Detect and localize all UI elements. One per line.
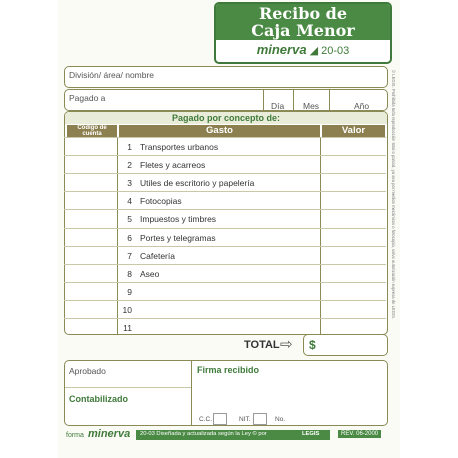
expense-label: Cafetería [140,250,175,261]
row-number: 2 [127,160,132,171]
row-number: 10 [122,304,132,315]
table-row [64,191,386,210]
cc-checkbox[interactable] [213,413,227,425]
col-header-value: Valor [322,125,385,137]
forma-label: forma [66,432,84,439]
expense-label: Fotocopias [140,196,182,207]
account-code-cell[interactable] [64,156,116,174]
received-signature-area[interactable] [194,376,382,408]
brand-block [216,42,390,57]
row-number: 3 [127,178,132,189]
value-cell[interactable] [320,174,384,192]
number-label: No. [275,416,286,423]
account-code-cell[interactable] [64,210,116,228]
month-label: Mes [303,101,320,111]
form-title [216,5,390,39]
divider [65,387,191,388]
table-row [64,173,386,192]
account-code-cell[interactable] [64,174,116,192]
side-legal-note: © LEGIS. Prohibida toda reproducción total o parcial, ya sea por medios mecánicos o fotocopia, salvo autorización expresa de LEGIS. [391,70,396,320]
currency-symbol: $ [309,338,316,352]
brand-arrow-icon: ◢ [309,45,319,57]
account-code-cell[interactable] [64,192,116,210]
division-label: División/ área/ nombre [69,70,155,80]
paid-to-input[interactable] [66,100,262,108]
publisher-logo: LEGIS [302,431,320,437]
expense-label: Fletes y acarreos [140,160,206,171]
account-code-cell[interactable] [64,319,116,337]
form-title-block [214,2,392,64]
footer-brand-logo: minerva [88,428,131,440]
divider [263,90,264,110]
brand-logo: minerva [256,42,307,57]
value-cell[interactable] [320,192,384,210]
table-row [64,264,386,283]
value-cell[interactable] [320,229,384,247]
row-number: 6 [127,232,132,243]
value-cell[interactable] [320,283,384,301]
table-row [64,246,386,265]
expense-label: Impuestos y timbres [140,214,217,225]
row-number: 1 [127,142,132,152]
arrow-right-icon: ⇨ [280,336,293,353]
year-label: Año [354,101,370,111]
divider [293,90,294,110]
form-code: 20-03 [321,45,350,57]
account-code-cell[interactable] [64,229,116,247]
table-row [64,137,386,156]
row-number: 4 [127,196,132,207]
col-header-code: Código de cuenta [67,125,117,137]
paid-to-label: Pagado a [69,93,106,103]
table-row [64,282,386,301]
value-cell[interactable] [320,138,384,156]
day-label: Día [271,101,285,111]
division-field[interactable] [64,66,388,88]
section-title: Pagado por concepto de: [65,112,387,124]
row-number: 5 [127,214,132,225]
nit-label: NIT. [239,416,251,423]
revision-label: REV. 06-2000 [338,430,381,438]
expense-label: Utiles de escritorio y papelería [140,178,255,189]
table-row [64,209,386,228]
account-code-cell[interactable] [64,265,116,283]
row-number: 11 [123,323,132,333]
divider [329,90,330,110]
account-code-cell[interactable] [64,247,116,265]
cc-label: C.C. [199,416,212,423]
account-code-cell[interactable] [64,283,116,301]
value-cell[interactable] [320,210,384,228]
accounted-label: Contabilizado [69,394,128,404]
table-row [64,228,386,247]
approved-label: Aprobado [69,366,106,376]
total-field[interactable] [303,334,388,356]
footer-description: 20-03 Diseñada y actualizada según la Ley © por [140,431,267,437]
row-number: 9 [127,286,132,297]
expense-label: Portes y telegramas [140,232,216,243]
value-cell[interactable] [320,265,384,283]
account-code-cell[interactable] [64,301,116,319]
title-line-2: Caja Menor [251,21,355,40]
value-cell[interactable] [320,156,384,174]
account-code-cell[interactable] [64,138,116,156]
total-label: TOTAL [244,339,280,351]
expense-label: Aseo [140,268,160,279]
row-number: 8 [127,268,132,279]
nit-checkbox[interactable] [253,413,267,425]
value-cell[interactable] [320,247,384,265]
value-cell[interactable] [320,301,384,319]
form-footer [64,428,390,442]
row-number: 7 [127,250,132,261]
table-row [64,300,386,319]
table-row [64,155,386,174]
expense-label: Transportes urbanos [140,142,219,152]
col-header-expense: Gasto [119,125,320,137]
divider [191,361,192,425]
title-line-1: Recibo de [258,4,348,23]
received-signature-label: Firma recibido [197,365,260,375]
footer-description-bar [136,430,330,440]
